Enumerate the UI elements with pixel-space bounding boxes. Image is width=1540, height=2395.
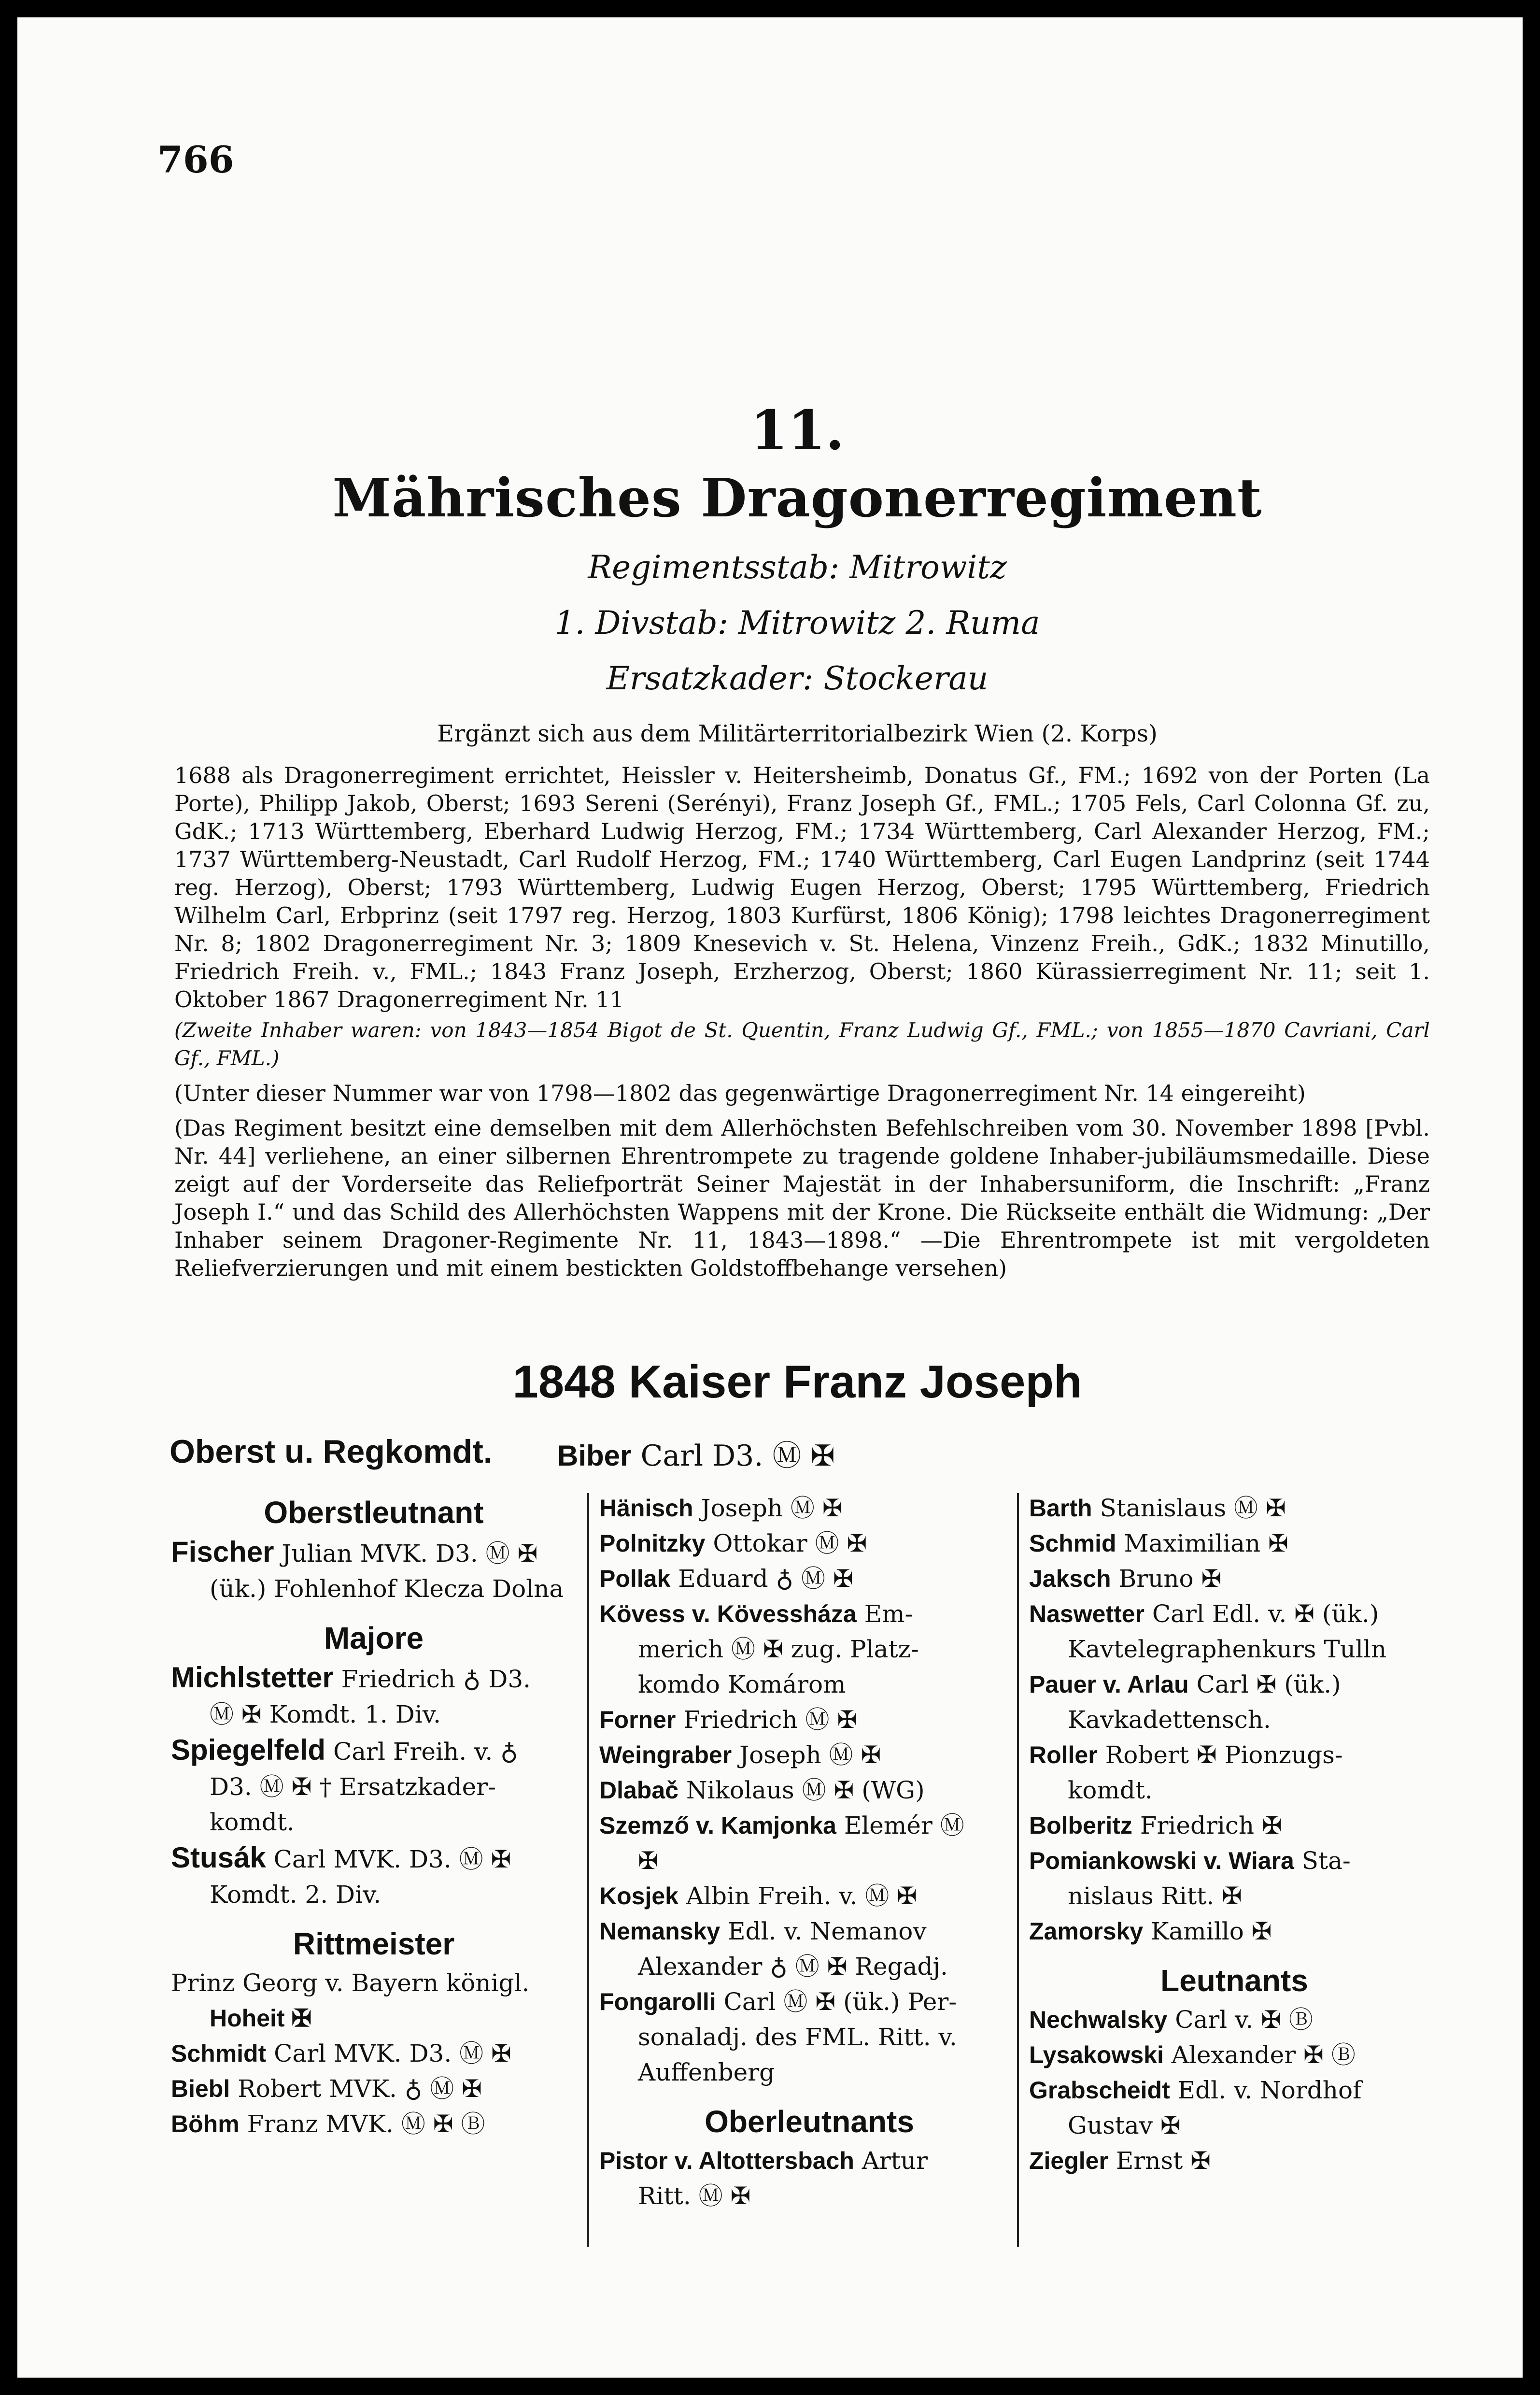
zweite-inhaber-note: (Zweite Inhaber waren: von 1843—1854 Bigot de St. Quentin, Franz Ludwig Gf., FML.; von 1855—1870 Cavriani, Carl Gf., FML.): [174, 1018, 1430, 1070]
officer-entry: Pistor v. Altottersbach Artur: [599, 2147, 928, 2175]
regiment-title: Mährisches Dragonerregiment: [332, 467, 1262, 529]
officer-entry: Schmid Maximilian ✠: [1029, 1529, 1288, 1557]
officer-detail: Kavkadettensch.: [1068, 1706, 1271, 1734]
officer-entry: Schmidt Carl MVK. D3. Ⓜ ✠: [171, 2039, 511, 2067]
officer-detail: sonaladj. des FML. Ritt. v.: [638, 2023, 957, 2051]
page-number: 766: [157, 138, 234, 181]
officer-entry: Zamorsky Kamillo ✠: [1029, 1917, 1272, 1945]
history-block: [174, 761, 1430, 1282]
officer-detail: merich Ⓜ ✠ zug. Platz-: [638, 1635, 919, 1663]
officer-detail: komdo Komárom: [638, 1670, 846, 1698]
ersatzkader: Ersatzkader: Stockerau: [606, 660, 989, 697]
officer-entry: Pauer v. Arlau Carl ✠ (ük.): [1029, 1670, 1341, 1698]
officer-entry: Nemansky Edl. v. Nemanov: [599, 1917, 927, 1945]
officer-entry: Kövess v. Kövessháza Em-: [599, 1600, 913, 1628]
regiment-number: 11.: [750, 399, 845, 462]
officer-entry: Pollak Eduard ♁ Ⓜ ✠: [599, 1565, 853, 1593]
officer-entry: Grabscheidt Edl. v. Nordhof: [1029, 2076, 1362, 2104]
officer-entry: Michlstetter Friedrich ♁ D3.: [171, 1661, 531, 1694]
officer-detail: Kavtelegraphenkurs Tulln: [1068, 1635, 1387, 1663]
officer-name: Biber: [557, 1440, 632, 1472]
rank-heading: Rittmeister: [293, 1926, 455, 1961]
oberst-label: Oberst u. Regkomdt.: [170, 1433, 493, 1470]
officer-entry: Hänisch Joseph Ⓜ ✠: [599, 1494, 843, 1522]
officer-detail: Ⓜ ✠ Komdt. 1. Div.: [210, 1700, 441, 1728]
history-text: 1688 als Dragonerregiment errichtet, Heissler v. Heitersheimb, Donatus Gf., FM.; 1692 von der Porten (La Porte), Philipp Jakob, Oberst; 1693 Sereni (Serényi), Franz Joseph Gf., FML.; 1705 Fels, Carl Colonna Gf. zu, GdK.; 1713 Württemberg, Eberhard Ludwig Herzog, FM.; 1734 Württemberg, Carl Alexander Herzog, FM.; 1737 Württemberg-Neustadt, Carl Rudolf Herzog, FM.; 1740 Württemberg, Carl Eugen Landprinz (seit 1744 reg. Herzog), Oberst; 1793 Württemberg, Ludwig Eugen Herzog, Oberst; 1795 Württemberg, Friedrich Wilhelm Carl, Erbprinz (seit 1797 reg. Herzog, 1803 Kurfürst, 1806 König); 1798 leichtes Dragonerregiment Nr. 8; 1802 Dragonerregiment Nr. 3; 1809 Knesevich v. St. Helena, Vinzenz Freih., GdK.; 1832 Minutillo, Friedrich Freih. v., FML.; 1843 Franz Joseph, Erzherzog, Oberst; 1860 Kürassierregiment Nr. 11; seit 1. Oktober 1867 Dragonerregiment Nr. 11: [174, 762, 1430, 1012]
erganzungsbezirk: Ergänzt sich aus dem Militärterritorialbezirk Wien (2. Korps): [437, 720, 1158, 747]
officer-entry: Pomiankowski v. Wiara Sta-: [1029, 1847, 1351, 1875]
regimentsstab: Regimentsstab: Mitrowitz: [588, 549, 1007, 586]
officer-detail: Ritt. Ⓜ ✠: [638, 2182, 751, 2210]
officer-detail: Auffenberg: [638, 2058, 775, 2086]
officer-column-2: [599, 1491, 1019, 2214]
rank-heading: Leutnants: [1160, 1963, 1308, 1998]
officer-entry: Biebl Robert MVK. ♁ Ⓜ ✠: [171, 2075, 482, 2103]
rank-heading: Majore: [324, 1621, 424, 1655]
officer-entry: Barth Stanislaus Ⓜ ✠: [1029, 1494, 1286, 1522]
officer-entry: Lysakowski Alexander ✠ Ⓑ: [1029, 2041, 1356, 2069]
officer-entry: Fischer Julian MVK. D3. Ⓜ ✠: [171, 1536, 538, 1568]
officer-detail: Gustav ✠: [1068, 2111, 1181, 2139]
divstab: 1. Divstab: Mitrowitz 2. Ruma: [554, 604, 1040, 642]
column-divider: [587, 1493, 589, 2247]
officer-entry: Spiegelfeld Carl Freih. v. ♁: [171, 1734, 518, 1766]
officer-column-1: [171, 1491, 577, 2142]
officer-entry: Naswetter Carl Edl. v. ✠ (ük.): [1029, 1600, 1379, 1628]
officer-entry: Kosjek Albin Freih. v. Ⓜ ✠: [599, 1882, 918, 1910]
officer-detail: Alexander ♁ Ⓜ ✠ Regadj.: [638, 1953, 948, 1981]
officer-entry: Roller Robert ✠ Pionzugs-: [1029, 1741, 1343, 1769]
officer-detail: D3. Ⓜ ✠ † Ersatzkader-: [210, 1773, 496, 1801]
inhaber-heading: 1848 Kaiser Franz Joseph: [512, 1356, 1082, 1408]
officer-entry: Forner Friedrich Ⓜ ✠: [599, 1706, 858, 1734]
officer-entry: Prinz Georg v. Bayern königl.: [171, 1969, 530, 1997]
officer-detail: komdt.: [210, 1808, 295, 1836]
officer-entry: Polnitzky Ottokar Ⓜ ✠: [599, 1529, 867, 1557]
officer-entry: Weingraber Joseph Ⓜ ✠: [599, 1741, 881, 1769]
officer-detail: Hoheit ✠: [210, 2005, 312, 2032]
unter-nummer-note: (Unter dieser Nummer war von 1798—1802 das gegenwärtige Dragonerregiment Nr. 14 eingereiht): [174, 1080, 1306, 1106]
officer-entry: Ziegler Ernst ✠: [1029, 2147, 1211, 2175]
officer-entry: Szemző v. Kamjonka Elemér Ⓜ: [599, 1811, 964, 1839]
rank-heading: Oberstleutnant: [264, 1495, 484, 1530]
officer-entry: Dlabač Nikolaus Ⓜ ✠ (WG): [599, 1776, 925, 1804]
oberst-entry: [557, 1433, 835, 1474]
officer-detail: Komdt. 2. Div.: [210, 1881, 381, 1909]
officer-detail: komdt.: [1068, 1776, 1153, 1804]
officer-detail: Carl D3. Ⓜ ✠: [640, 1439, 835, 1473]
officer-entry: Bolberitz Friedrich ✠: [1029, 1811, 1282, 1839]
officer-detail: nislaus Ritt. ✠: [1068, 1882, 1242, 1910]
officer-detail: (ük.) Fohlenhof Klecza Dolna: [210, 1575, 564, 1603]
medal-note: (Das Regiment besitzt eine demselben mit dem Allerhöchsten Befehlschreiben vom 30. November 1898 [Pvbl. Nr. 44] verliehene, an einer silbernen Ehrentrompete zu tragende goldene Inhaber-jubiläumsmedaille. Diese zeigt auf der Vorderseite das Reliefporträt Seiner Majestät in der Inhabersuniform, die Inschrift: „Franz Joseph I.“ und das Schild des Allerhöchsten Wappens mit der Krone. Die Rückseite enthält die Widmung: „Der Inhaber seinem Dragoner-Regimente Nr. 11, 1843—1898.“ —Die Ehrentrompete ist mit vergoldeten Reliefverzierungen und mit einem bestickten Goldstoffbehange versehen): [174, 1115, 1430, 1281]
officer-entry: Nechwalsky Carl v. ✠ Ⓑ: [1029, 2006, 1313, 2034]
officer-entry: Jaksch Bruno ✠: [1029, 1565, 1222, 1593]
rank-heading: Oberleutnants: [705, 2104, 914, 2139]
officer-entry: Fongarolli Carl Ⓜ ✠ (ük.) Per-: [599, 1988, 957, 2016]
officer-detail: ✠: [638, 1847, 658, 1875]
officer-entry: Stusák Carl MVK. D3. Ⓜ ✠: [171, 1841, 511, 1874]
officer-entry: Böhm Franz MVK. Ⓜ ✠ Ⓑ: [171, 2110, 485, 2138]
officer-column-3: [1029, 1491, 1440, 2179]
page: [17, 17, 1523, 2378]
